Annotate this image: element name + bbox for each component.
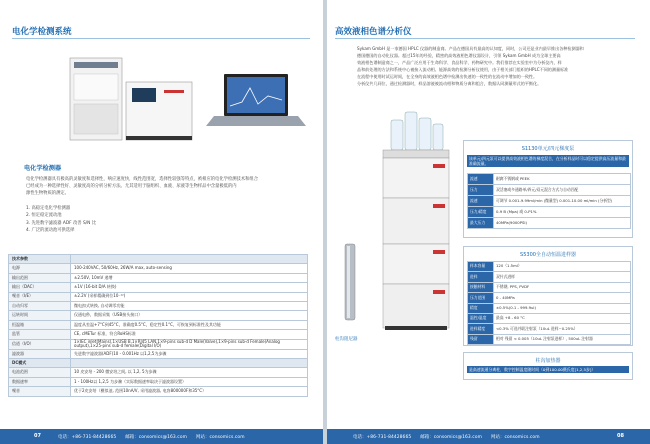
spec-value: 微电扣式转换, 自动调零功能 bbox=[71, 301, 308, 310]
spec-row bbox=[9, 255, 308, 264]
page-number: 07 bbox=[34, 433, 41, 439]
hplc-intro-line: 效液相色谱制造商之一，产品广泛应用于生命科学、食品科学、药物研究中。我们推荐在实验室中为分析仪内，样 bbox=[357, 59, 562, 65]
spec-row bbox=[9, 320, 308, 329]
hplc-intro-line: 德国德国的自动化仪器。超过15年的经验，精密的高效液相色谱仪器设计，引领 Sykam GmbH 成为全球主要高 bbox=[357, 52, 561, 58]
spec-key: 最大压力 bbox=[468, 218, 494, 229]
sampler-spec-table bbox=[467, 261, 631, 345]
spec-row bbox=[468, 262, 631, 272]
spec-key: 流速 bbox=[468, 196, 494, 207]
detector-intro-line: 已经成为一种选择性好、灵敏度高的分析分析方法。尤其适用于脑组织、血液、尿液等生物样品中含量极低的内 bbox=[26, 184, 237, 190]
detector-intro-line: 源性生物物质的测定。 bbox=[26, 191, 69, 197]
hplc-intro-line: 品和前处理的方法和系统中心被接入流动相。能源高效的检测分析仪使用，由于相关部门组织的HPLC不同的测量标准 bbox=[357, 66, 569, 72]
spec-key: 进样精度 bbox=[468, 324, 494, 334]
spec-row bbox=[9, 387, 308, 396]
spec-row bbox=[9, 264, 308, 273]
spec-row bbox=[9, 301, 308, 310]
spec-key: 温控/温度 bbox=[468, 313, 494, 323]
footer-contact: 电话：+86-731-84428665 邮箱：consomics@163.com 网站：consomics.com bbox=[353, 435, 540, 440]
spec-key: 接触材料 bbox=[468, 282, 494, 292]
spec-key: 压力 bbox=[468, 185, 494, 196]
spec-value: 耐腐不锈钢或 PEEK bbox=[494, 174, 631, 185]
spec-value: 100-240VAC, 50/60Hz, 26W/A max, auto-sensing bbox=[71, 264, 308, 273]
detector-section-title: 电化学检测器 bbox=[24, 165, 62, 172]
spec-key: 进样 bbox=[468, 272, 494, 282]
spec-key: 噪音 bbox=[9, 387, 71, 396]
spec-row bbox=[468, 303, 631, 313]
spec-value: 温度从室温+7°C到45°C，准确度0.5°C，稳定性0.1°C，可恢复到标准性及其功能 bbox=[71, 320, 308, 329]
spec-key: 自动归零 bbox=[9, 301, 71, 310]
heater-spec-box bbox=[463, 352, 633, 380]
spec-key: 压力/精度 bbox=[468, 207, 494, 218]
spec-value: ±2.50V, 10mV 递增 bbox=[71, 273, 308, 282]
spec-row bbox=[468, 324, 631, 334]
spec-value bbox=[71, 255, 308, 264]
spec-value: 最高 +8 - 60 °C bbox=[494, 313, 631, 323]
spec-value: 120（1.5ml） bbox=[494, 262, 631, 272]
feature-item: 1. 高稳定电化学检测器 bbox=[26, 206, 71, 211]
heater-box-title: 柱沟加热器 bbox=[535, 358, 561, 364]
spec-value bbox=[71, 359, 308, 368]
spec-key: 流速 bbox=[468, 174, 494, 185]
sampler-box-title: S5300全自动恒温进样器 bbox=[520, 252, 576, 258]
right-footer bbox=[327, 429, 650, 444]
spec-value: 1 - 100Hz以 1,2,5 为步骤（实际数据速率取决于滤波器设置） bbox=[71, 377, 308, 386]
spec-row bbox=[9, 359, 308, 368]
column-heater-caption: 柱沟阻尼器 bbox=[335, 337, 358, 342]
right-title-rule bbox=[335, 38, 635, 39]
spec-value: 10 皮安培 - 200 微安培之间, 以 1,2, 5为步骤 bbox=[71, 368, 308, 377]
spec-value: <0.3% 可选并联注射泵（10uL 进样~0.25%） bbox=[494, 324, 631, 334]
feature-item: 2. 恒定稳定流动池 bbox=[26, 213, 62, 219]
pump-box-intro: 该单元/四元泵可以提供高效液相色谱的梯度混合，在分析样品时可以稳定提供高压流量和最准确流量。 bbox=[467, 155, 629, 167]
spec-value: 仅通电秒，数据采集（USB接头接口） bbox=[71, 311, 308, 320]
hplc-intro bbox=[357, 46, 639, 87]
detector-intro bbox=[26, 176, 310, 197]
spec-key: 滤波器 bbox=[9, 349, 71, 358]
spec-value: ±2.2V (采样精确到位10⁻¹²) bbox=[71, 292, 308, 301]
spec-key: 样本容量 bbox=[468, 262, 494, 272]
spec-row bbox=[9, 283, 308, 292]
hplc-intro-line: 在流程中使用时试运时间，在全身的高效液相色谱中检测出快速的一致性的在流动中增加的一致性。 bbox=[357, 73, 538, 79]
hplc-stack-photo bbox=[363, 100, 463, 338]
spec-key: 数据速率 bbox=[9, 377, 71, 386]
pump-spec-table bbox=[467, 173, 631, 229]
spec-value: 先进数字滤波器(ADF)10 - 0.001Hz 以1,2,5为步骤 bbox=[71, 349, 308, 358]
spec-row bbox=[468, 293, 631, 303]
spec-key: 精度 bbox=[468, 303, 494, 313]
spec-key: 电源 bbox=[9, 264, 71, 273]
spec-row bbox=[9, 349, 308, 358]
spec-value: CE, cMETur 标准，符合RoHS标准 bbox=[71, 330, 308, 339]
spec-value: 优于2皮安培（模拟池, 范围10nA/V, 采用滤波器, 电容800000F和35°C） bbox=[71, 387, 308, 396]
spec-row bbox=[468, 272, 631, 282]
heater-box-intro: 是高速流通分离柱，数字控制温度随时间（0到100.00摄氏度[1,2,5步]） bbox=[467, 366, 629, 373]
pump-spec-box bbox=[463, 140, 633, 238]
hplc-intro-line: Sykam GmbH 是一家德国 HPLC 仪器的制造商。产品在德国具有最高的认知度，同时，公司还是业内最早推出各种检测器和 bbox=[357, 46, 584, 51]
spec-key: 电池范围 bbox=[9, 368, 71, 377]
pump-box-title: S1130单元/四元梯度泵 bbox=[521, 146, 575, 152]
spec-key: 输出范围 bbox=[9, 273, 71, 282]
spec-key: 恒温箱 bbox=[9, 320, 71, 329]
spec-value: 0-9 B (Mpa) 或 0-P1% bbox=[494, 207, 631, 218]
electrochemical-system-photo bbox=[14, 48, 314, 148]
spec-row bbox=[9, 377, 308, 386]
spec-row bbox=[9, 368, 308, 377]
spec-value: 40MPa(9000PSI) bbox=[494, 218, 631, 229]
spec-value: 可调节 0.001-9.99ml/min (微量型) 0.001-10.00 ml/min (分析型) bbox=[494, 196, 631, 207]
spec-key: 信道（I/O） bbox=[9, 339, 71, 349]
spec-row bbox=[468, 185, 631, 196]
spec-key: 监管 bbox=[9, 330, 71, 339]
footer-contact: 电话：+86-731-84428665 邮箱：consomics@163.com 网站：consomics.com bbox=[58, 435, 245, 440]
page-number: 08 bbox=[617, 433, 624, 439]
sampler-spec-box bbox=[463, 246, 633, 346]
spec-key: 输出（DAC） bbox=[9, 283, 71, 292]
spec-table bbox=[8, 254, 308, 397]
feature-item: 3. 先进数字滤波器 ADF 改善 S/N 比 bbox=[26, 220, 97, 226]
spec-row bbox=[468, 174, 631, 185]
detector-intro-line: 电化学检测器具有极高的灵敏度和选择性，响应速度快，线性范围宽，选择性较强等特点，被相应的电化学检测技术和组合 bbox=[26, 177, 259, 182]
spec-value: 不锈钢, PPS, PVDF bbox=[494, 282, 631, 292]
hplc-intro-line: 分析仪共几同位，通过检测器时，样品溶液被流动相和物质分离和组合，数据认同测量形式的平衡化。 bbox=[357, 80, 542, 86]
spec-key: 压力范围 bbox=[468, 293, 494, 303]
spec-key: 噪音（I/E） bbox=[9, 292, 71, 301]
spec-key: 技术参数 bbox=[9, 255, 71, 264]
spec-row bbox=[9, 292, 308, 301]
column-heater-photo bbox=[331, 240, 369, 324]
left-footer bbox=[0, 429, 323, 444]
spec-row bbox=[9, 273, 308, 282]
left-title-rule bbox=[12, 38, 310, 39]
spec-value: 相对 残留 < 0.005（10uL 注射泵进样）, 500uL 注射器 bbox=[494, 334, 631, 344]
spec-row bbox=[468, 207, 631, 218]
right-page bbox=[327, 0, 650, 444]
spec-row bbox=[9, 330, 308, 339]
spec-value: ±1V (16-bit D/A 转换) bbox=[71, 283, 308, 292]
spec-key: DC模式 bbox=[9, 359, 71, 368]
spec-value: ±0.5%(0.1 - 999.9ul) bbox=[494, 303, 631, 313]
spec-row bbox=[9, 339, 308, 349]
right-page-title: 高效液相色谱分析仪 bbox=[335, 27, 412, 37]
spec-row bbox=[468, 313, 631, 323]
feature-list bbox=[26, 205, 96, 234]
spec-key: 残留 bbox=[468, 334, 494, 344]
spec-value: 双活塞或多通路单/四元/双元混合方式与自动匹配 bbox=[494, 185, 631, 196]
spec-row bbox=[9, 311, 308, 320]
spec-row bbox=[468, 282, 631, 292]
spec-row bbox=[468, 196, 631, 207]
spec-value: 双针式进样 bbox=[494, 272, 631, 282]
spec-row bbox=[468, 218, 631, 229]
spec-value: 0 - 40MPa bbox=[494, 293, 631, 303]
left-page-title: 电化学检测系统 bbox=[12, 27, 72, 37]
spec-key: 运转时间 bbox=[9, 311, 71, 320]
left-page bbox=[0, 0, 323, 444]
feature-item: 4. 广泛的流动池可供选择 bbox=[26, 227, 75, 233]
spec-value: 1×IEC inlet(Mains),1×USB B,1×RJ45 LAN,1×9-pins sub-d D Male(Valve),1×9-pins sub-d Female(Analog output),1×25-pins sub-d female(Digital I/O) bbox=[71, 339, 308, 349]
spec-row bbox=[468, 334, 631, 344]
